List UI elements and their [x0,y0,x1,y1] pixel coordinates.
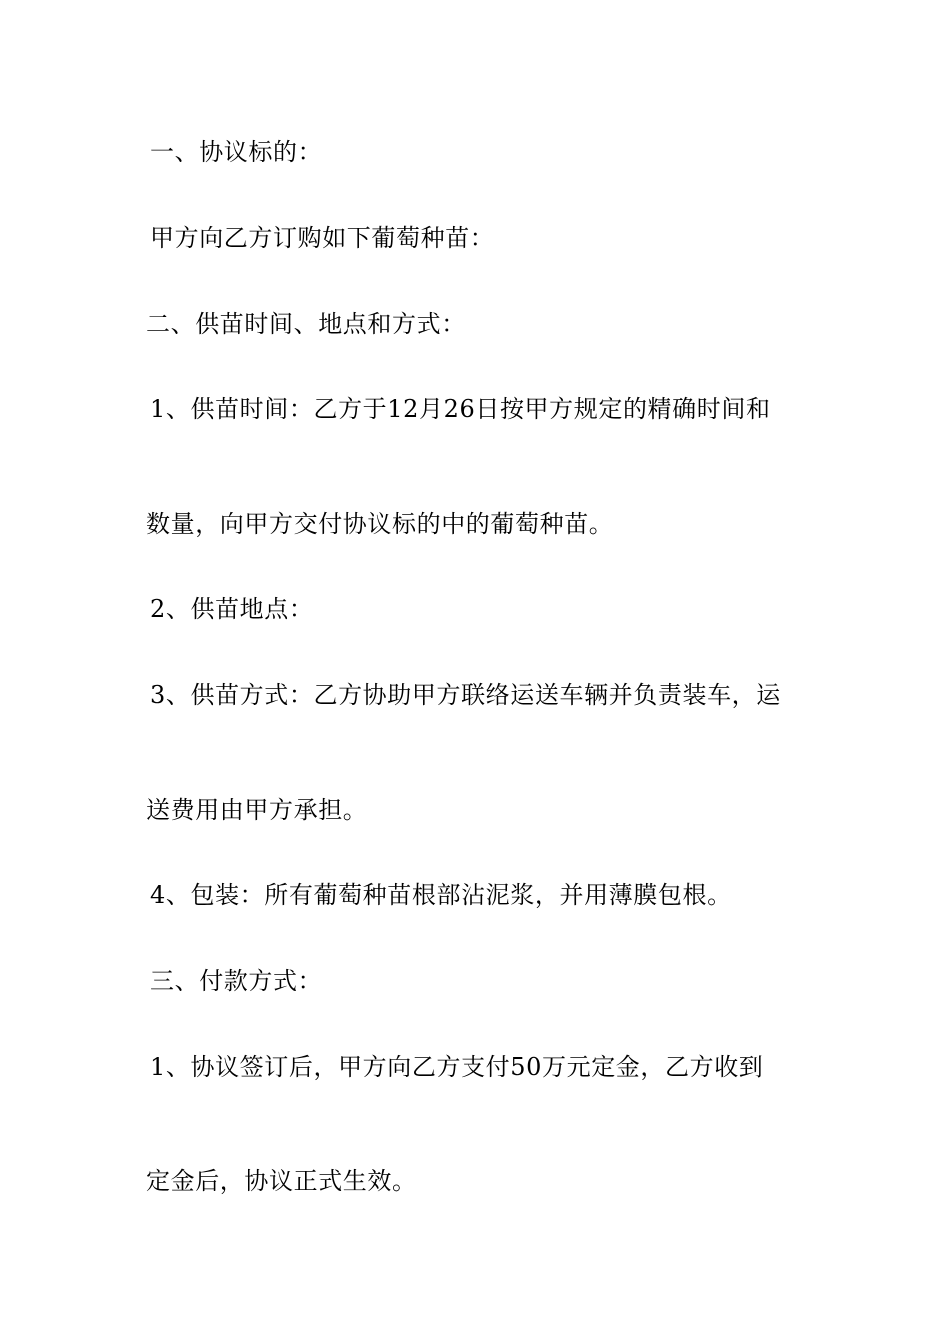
paragraph-line: 1、供苗时间：乙方于12月26日按甲方规定的精确时间和 [150,395,771,423]
paragraph-line: 送费用由甲方承担。 [146,796,368,824]
paragraph-line: 数量，向甲方交付协议标的中的葡萄种苗。 [146,510,614,538]
paragraph-line: 1、协议签订后，甲方向乙方支付50万元定金，乙方收到 [150,1053,764,1081]
section-3-heading: 三、付款方式： [150,967,323,995]
paragraph-line: 4、包装：所有葡萄种苗根部沾泥浆，并用薄膜包根。 [150,881,732,909]
section-2-heading: 二、供苗时间、地点和方式： [146,310,466,338]
paragraph-line: 3、供苗方式：乙方协助甲方联络运送车辆并负责装车，运 [150,681,781,709]
paragraph-line: 甲方向乙方订购如下葡萄种苗： [150,224,495,252]
paragraph-line: 2、供苗地点： [150,595,314,623]
paragraph-line: 定金后，协议正式生效。 [146,1167,417,1195]
section-1-heading: 一、协议标的： [150,138,323,166]
